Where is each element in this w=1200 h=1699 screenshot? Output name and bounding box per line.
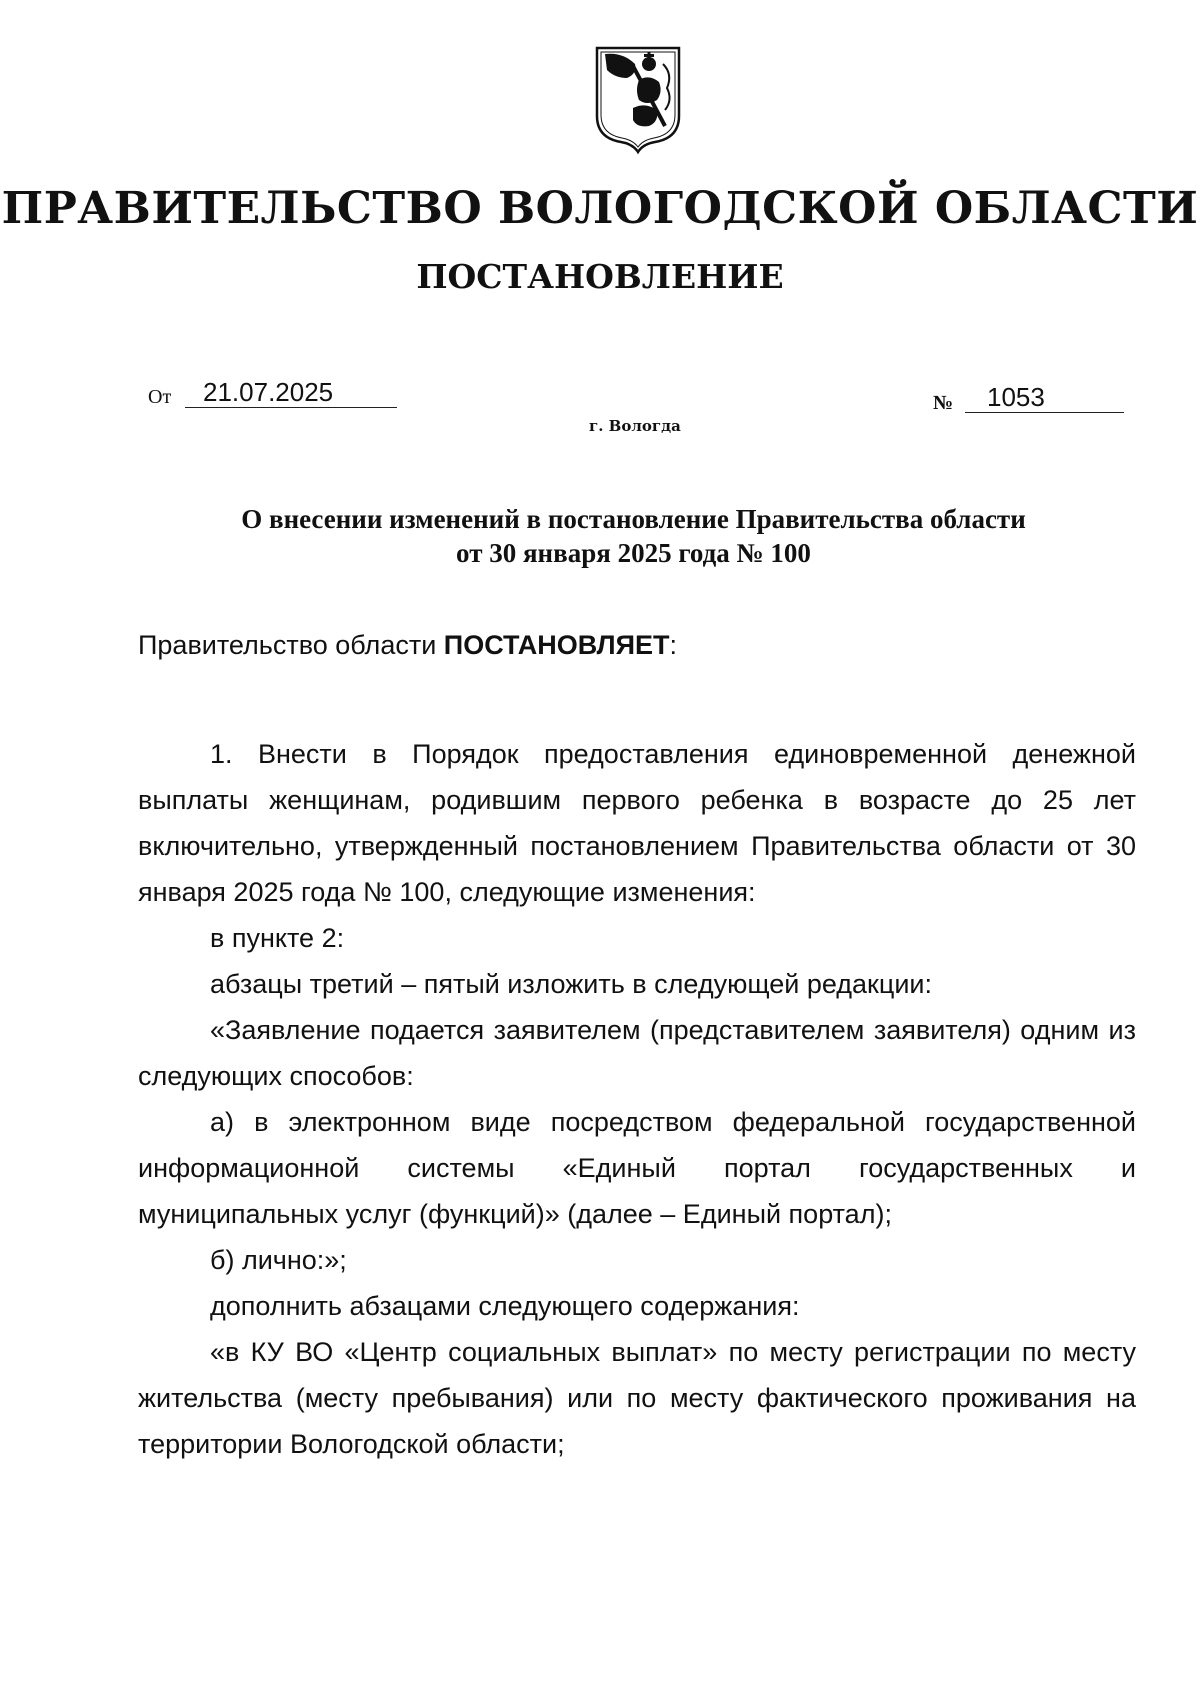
number-label: № — [933, 392, 954, 414]
document-date: 21.07.2025 — [185, 377, 397, 408]
document-number: 1053 — [965, 382, 1124, 413]
coat-of-arms-icon — [593, 44, 683, 156]
resolution-intro — [138, 628, 677, 662]
paragraph: «Заявление подается заявителем (представителем заявителя) одним из следующих способов: — [138, 1015, 1136, 1091]
intro-tail: : — [669, 630, 677, 660]
paragraph: «в КУ ВО «Центр социальных выплат» по месту регистрации по месту жительства (месту пребывания) или по месту фактического проживания на территории Вологодской области; — [138, 1337, 1136, 1459]
paragraph: 1. Внести в Порядок предоставления единовременной денежной выплаты женщинам, родившим первого ребенка в возрасте до 25 лет включительно, утвержденный постановлением Правительства области от 30 января 2025 года № 100, следующие изменения: — [138, 739, 1136, 907]
intro-text: Правительство области — [138, 630, 444, 660]
date-label: От — [148, 386, 172, 408]
paragraph: б) лично:»; — [210, 1245, 347, 1275]
intro-keyword: ПОСТАНОВЛЯЕТ — [443, 630, 670, 660]
document-subject — [0, 502, 1200, 570]
paragraph: абзацы третий – пятый изложить в следующей редакции: — [210, 969, 932, 999]
organization-title: ПРАВИТЕЛЬСТВО ВОЛОГОДСКОЙ ОБЛАСТИ — [1, 183, 1199, 234]
subject-line-2: от 30 января 2025 года № 100 — [456, 538, 811, 568]
document-body — [138, 731, 1136, 1467]
paragraph: в пункте 2: — [210, 923, 345, 953]
paragraph: дополнить абзацами следующего содержания: — [210, 1291, 800, 1321]
paragraph: а) в электронном виде посредством федеральной государственной информационной системы «Единый портал государственных и муниципальных услуг (функций)» (далее – Единый портал); — [138, 1107, 1136, 1229]
document-type: ПОСТАНОВЛЕНИЕ — [416, 257, 784, 296]
city: г. Вологда — [589, 417, 681, 435]
subject-line-1: О внесении изменений в постановление Правительства области — [241, 504, 1026, 534]
